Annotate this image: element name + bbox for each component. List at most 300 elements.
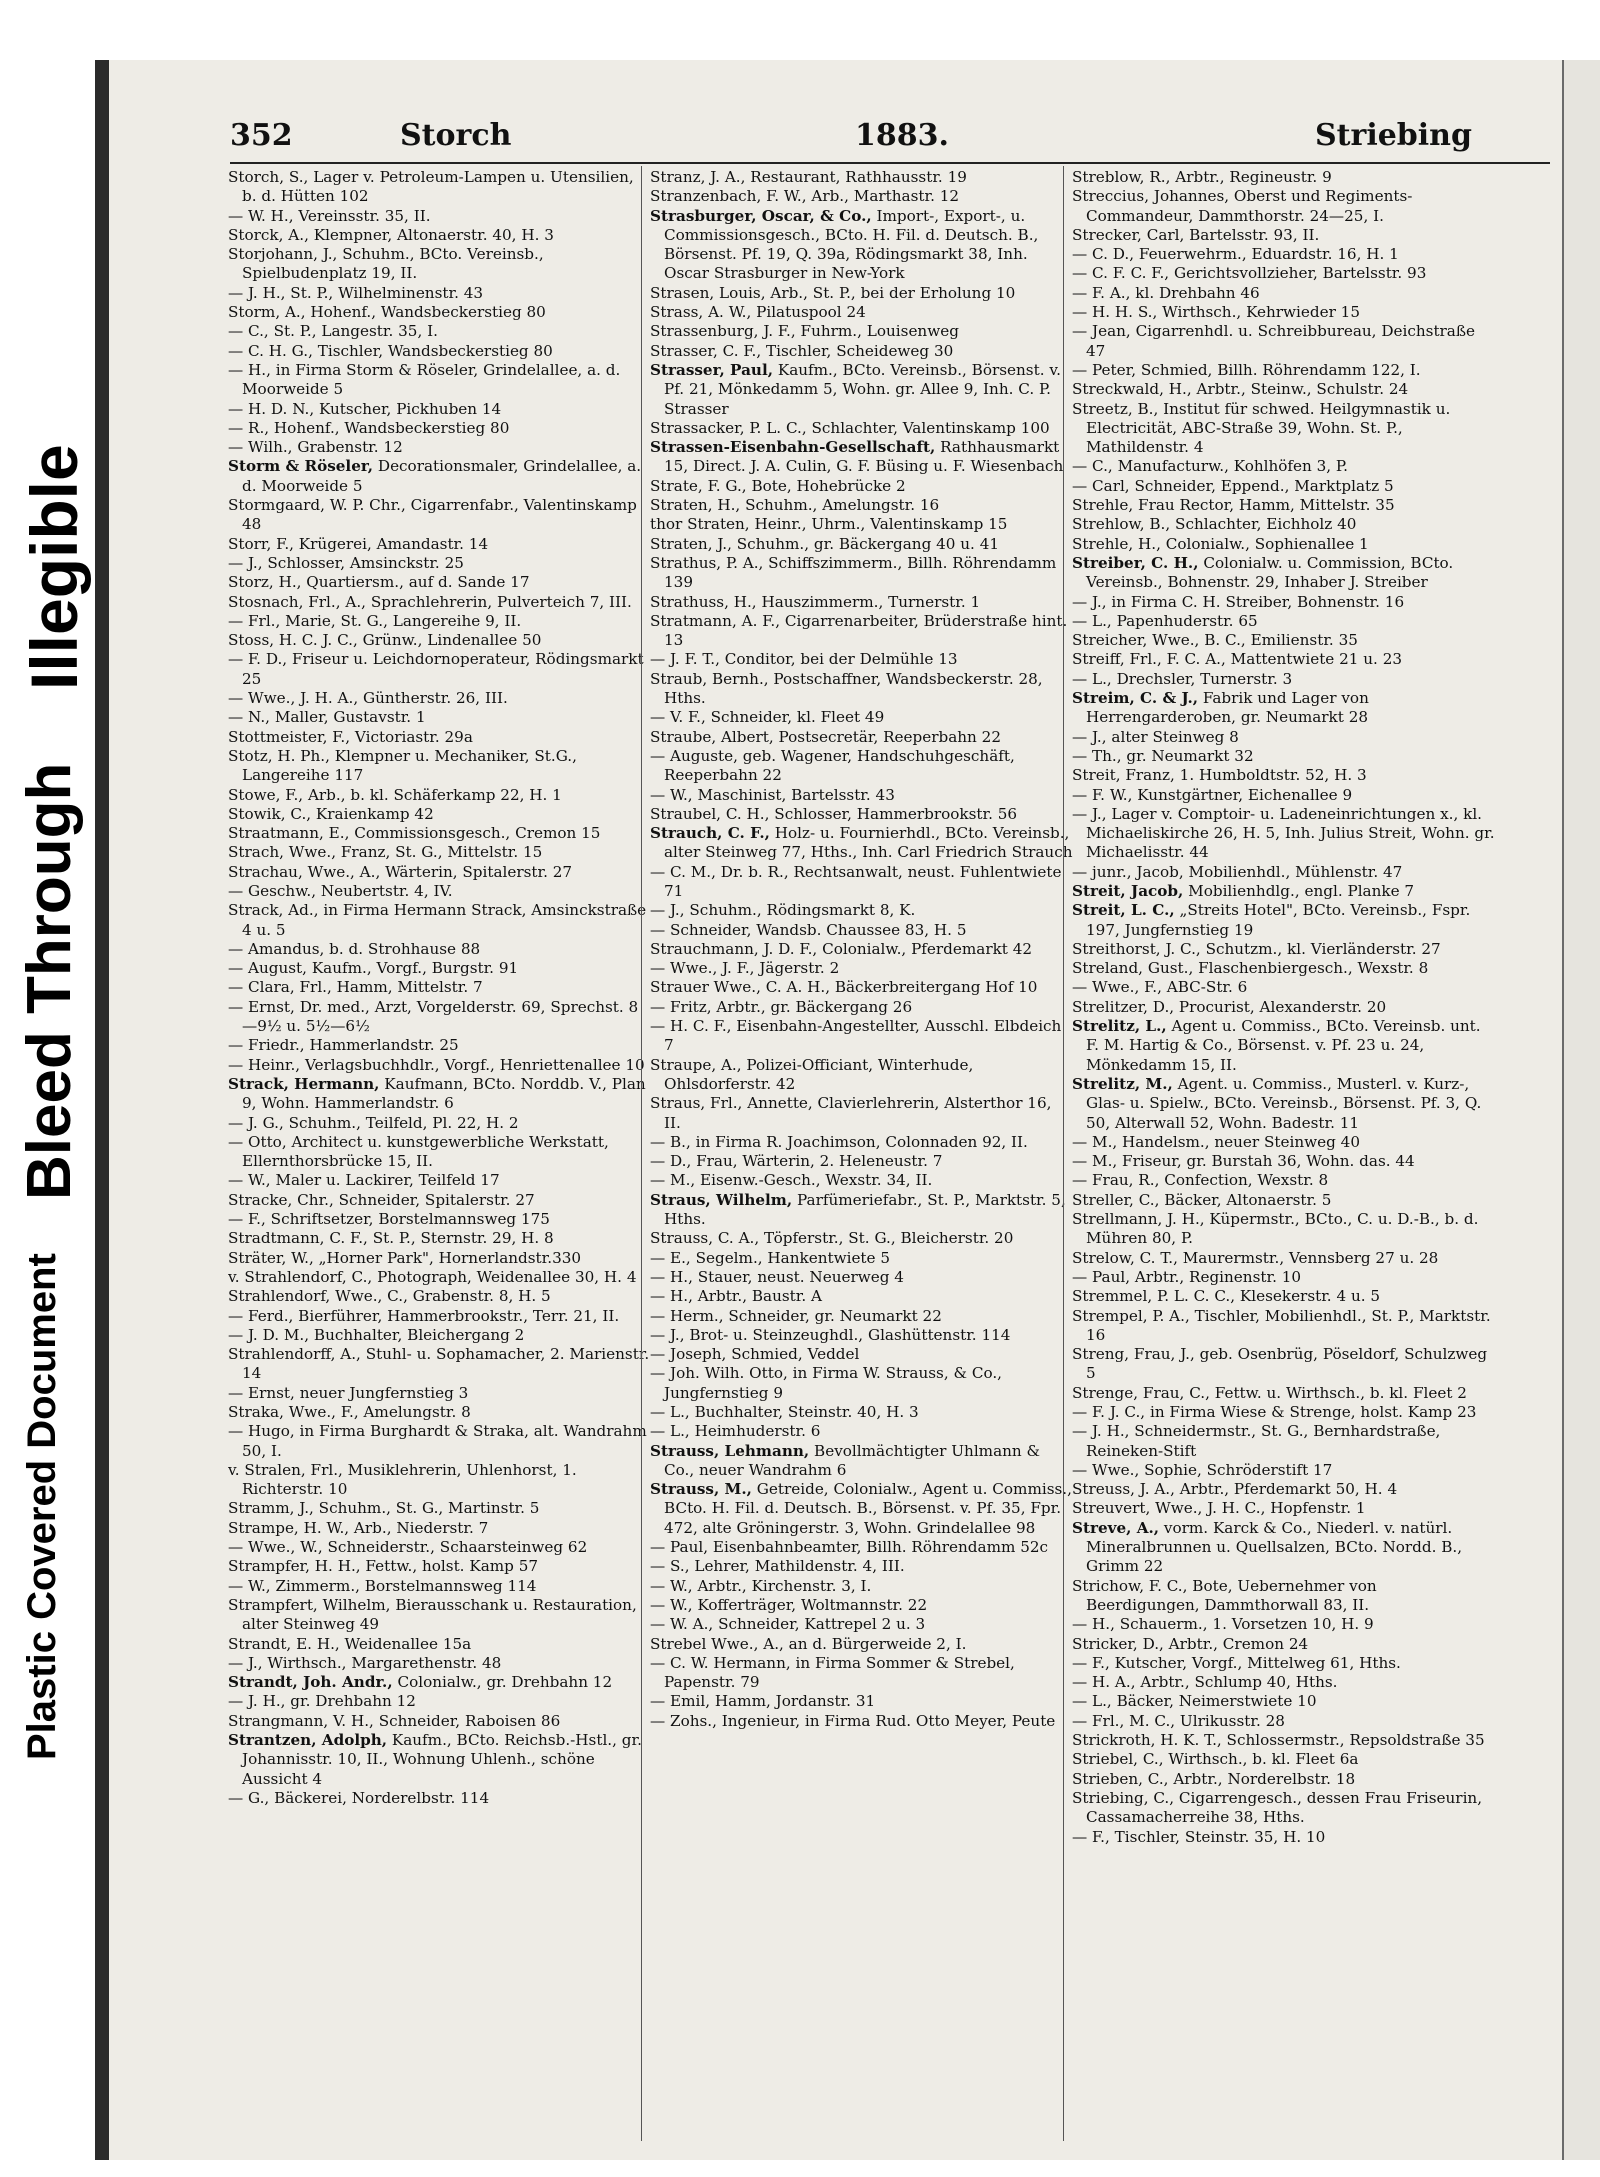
- directory-entry: [1072, 1712, 1495, 1731]
- directory-entry: [228, 1171, 651, 1190]
- entry-text: Parfümeriefabr., St. P., Marktstr. 5, Hths.: [664, 1190, 1066, 1229]
- entry-text: Storck, A., Klempner, Altonaerstr. 40, H. 3: [228, 225, 554, 244]
- entry-text: Sträter, W., „Horner Park", Hornerlandstr.330: [228, 1248, 582, 1267]
- entry-text: Straus, Frl., Annette, Clavierlehrerin, Alsterthor 16, II.: [650, 1094, 1052, 1132]
- directory-entry: [650, 515, 1073, 534]
- entry-text: Strangmann, V. H., Schneider, Raboisen 86: [228, 1711, 561, 1730]
- directory-entry: [1072, 766, 1495, 785]
- directory-entry: [228, 1307, 651, 1326]
- directory-entry: [228, 1326, 651, 1345]
- entry-text: — H. C. F., Eisenbahn-Angestellter, Ausschl. Elbdeich 7: [650, 1017, 1062, 1055]
- directory-entry: [650, 535, 1073, 554]
- entry-text: — J., Wirthsch., Margarethenstr. 48: [228, 1653, 502, 1672]
- entry-text: — D., Frau, Wärterin, 2. Heleneustr. 7: [650, 1152, 943, 1171]
- entry-text: Stracke, Chr., Schneider, Spitalerstr. 27: [228, 1190, 535, 1209]
- directory-entry: [650, 1229, 1073, 1248]
- entry-text: Kaufm., BCto. Reichsb.-Hstl., gr. Johannisstr. 10, II., Wohnung Uhlenh., schöne Aussicht 4: [242, 1731, 642, 1788]
- entry-text: Stottmeister, F., Victoriastr. 29a: [228, 727, 473, 746]
- directory-entry: [228, 1133, 651, 1172]
- directory-entry: [228, 1422, 651, 1461]
- entry-text: — B., in Firma R. Joachimson, Colonnaden 92, II.: [650, 1132, 1028, 1151]
- entry-text: Streller, C., Bäcker, Altonaerstr. 5: [1072, 1190, 1332, 1209]
- entry-text: — Emil, Hamm, Jordanstr. 31: [650, 1692, 876, 1711]
- directory-entry: [228, 1692, 651, 1711]
- directory-entry: [228, 1461, 651, 1500]
- entry-text: Storz, H., Quartiersm., auf d. Sande 17: [228, 573, 530, 592]
- entry-firm-name: Streim, C. & J.,: [1072, 689, 1199, 708]
- entry-text: Rathhausmarkt 15, Direct. J. A. Culin, G. F. Büsing u. F. Wiesenbach: [664, 438, 1064, 476]
- entry-text: Straka, Wwe., F., Amelungstr. 8: [228, 1403, 471, 1421]
- directory-entry: [1072, 1789, 1495, 1828]
- directory-entry: [228, 245, 651, 284]
- entry-text: — L., Drechsler, Turnerstr. 3: [1072, 669, 1293, 688]
- entry-text: Strahlendorff, A., Stuhl- u. Sophamacher, 2. Marienstr. 14: [228, 1345, 650, 1383]
- directory-entry: [650, 824, 1073, 863]
- directory-entry: [228, 1596, 651, 1635]
- directory-entry: [650, 1326, 1073, 1345]
- entry-text: — Carl, Schneider, Eppend., Marktplatz 5: [1072, 476, 1394, 495]
- directory-entry: [1072, 805, 1495, 863]
- entry-text: — Joh. Wilh. Otto, in Firma W. Strauss, & Co., Jungfernstieg 9: [650, 1364, 1002, 1402]
- entry-text: Straatmann, E., Commissionsgesch., Cremon 15: [228, 824, 601, 843]
- entry-text: — L., Heimhuderstr. 6: [650, 1422, 821, 1441]
- directory-entry: [1072, 670, 1495, 689]
- entry-text: — Frl., M. C., Ulrikusstr. 28: [1072, 1711, 1285, 1730]
- directory-entry: [1072, 901, 1495, 940]
- column-1: [228, 168, 651, 2143]
- label-illegible: Illegible: [17, 444, 91, 690]
- header-first-word: Storch: [400, 118, 512, 153]
- directory-entry: [1072, 1615, 1495, 1634]
- directory-entry: [228, 496, 651, 535]
- directory-entry: [1072, 1635, 1495, 1654]
- entry-text: Stowe, F., Arb., b. kl. Schäferkamp 22, H. 1: [228, 785, 562, 804]
- directory-entry: [650, 168, 1073, 187]
- directory-entry: [650, 998, 1073, 1017]
- directory-entry: [1072, 1750, 1495, 1769]
- directory-entry: [228, 1056, 651, 1075]
- entry-text: Strassenburg, J. F., Fuhrm., Louisenweg: [650, 322, 959, 341]
- entry-text: — J. H., Schneidermstr., St. G., Bernhardstraße, Reineken-Stift: [1072, 1422, 1441, 1460]
- entry-text: — F., Tischler, Steinstr. 35, H. 10: [1072, 1827, 1326, 1846]
- entry-text: Bevollmächtigter Uhlmann & Co., neuer Wandrahm 6: [664, 1441, 1041, 1479]
- directory-entry: [228, 361, 651, 400]
- entry-text: — W. A., Schneider, Kattrepel 2 u. 3: [650, 1615, 926, 1634]
- directory-entry: [1072, 593, 1495, 612]
- header-rule: [230, 162, 1550, 164]
- directory-entry: [228, 1731, 651, 1789]
- directory-entry: [650, 863, 1073, 902]
- entry-text: — J., Schlosser, Amsinckstr. 25: [228, 553, 464, 572]
- entry-firm-name: Strantzen, Adolph,: [228, 1731, 388, 1750]
- directory-entry: [1072, 1133, 1495, 1152]
- entry-text: Stremmel, P. L. C. C., Klesekerstr. 4 u. 5: [1072, 1287, 1381, 1306]
- margin-labels: [0, 0, 95, 2177]
- entry-text: Stormgaard, W. P. Chr., Cigarrenfabr., Valentinskamp 48: [228, 496, 637, 534]
- entry-text: Kaufmann, BCto. Norddb. V., Plan 9, Wohn. Hammerlandstr. 6: [242, 1074, 646, 1113]
- entry-text: — H., Stauer, neust. Neuerweg 4: [650, 1267, 904, 1286]
- entry-firm-name: Streve, A.,: [1072, 1518, 1160, 1537]
- directory-entry: [1072, 496, 1495, 515]
- directory-entry: [1072, 882, 1495, 901]
- directory-entry: [1072, 303, 1495, 322]
- directory-entry: [650, 187, 1073, 206]
- header-year: 1883.: [855, 118, 949, 153]
- directory-entry: [650, 1364, 1073, 1403]
- directory-entry: [650, 284, 1073, 303]
- entry-text: Stowik, C., Kraienkamp 42: [228, 804, 434, 823]
- entry-text: Stoss, H. C. J. C., Grünw., Lindenallee 50: [228, 631, 542, 650]
- entry-text: Strauchmann, J. D. F., Colonialw., Pferdemarkt 42: [650, 939, 1033, 958]
- directory-entry: [650, 1422, 1073, 1441]
- directory-entry: [228, 1712, 651, 1731]
- directory-entry: [650, 1557, 1073, 1576]
- entry-text: Stratmann, A. F., Cigarrenarbeiter, Brüderstraße hint. 13: [650, 611, 1068, 650]
- directory-entry: [228, 940, 651, 959]
- entry-text: — Heinr., Verlagsbuchhdlr., Vorgf., Henriettenallee 10: [228, 1055, 645, 1074]
- directory-entry: [650, 612, 1073, 651]
- directory-entry: [650, 322, 1073, 341]
- directory-entry: [228, 1403, 651, 1422]
- directory-entry: [650, 1171, 1073, 1190]
- directory-entry: [1072, 554, 1495, 593]
- directory-entry: [650, 1056, 1073, 1095]
- entry-text: — Clara, Frl., Hamm, Mittelstr. 7: [228, 978, 483, 997]
- directory-entry: [650, 496, 1073, 515]
- directory-entry: [228, 1577, 651, 1596]
- directory-entry: [1072, 1692, 1495, 1711]
- entry-text: — Paul, Eisenbahnbeamter, Billh. Röhrendamm 52c: [650, 1538, 1049, 1557]
- entry-text: — S., Lehrer, Mathildenstr. 4, III.: [650, 1557, 905, 1576]
- directory-entry: [228, 168, 651, 207]
- entry-text: Storm, A., Hohenf., Wandsbeckerstieg 80: [228, 303, 546, 322]
- column-3: [1072, 168, 1495, 2143]
- entry-text: Streuss, J. A., Arbtr., Pferdemarkt 50, H. 4: [1072, 1480, 1398, 1499]
- entry-text: — H., Schauerm., 1. Vorsetzen 10, H. 9: [1072, 1615, 1374, 1634]
- entry-text: — Ferd., Bierführer, Hammerbrookstr., Terr. 21, II.: [228, 1306, 620, 1325]
- label-bleed-through: Bleed Through: [15, 762, 84, 1200]
- entry-text: Straten, H., Schuhm., Amelungstr. 16: [650, 496, 940, 515]
- directory-entry: [650, 1268, 1073, 1287]
- entry-text: — Ernst, Dr. med., Arzt, Vorgelderstr. 69, Sprechst. 8—9½ u. 5½—6½: [228, 997, 639, 1036]
- directory-entry: [1072, 322, 1495, 361]
- entry-firm-name: Streiber, C. H.,: [1072, 553, 1199, 572]
- entry-text: Holz- u. Fournierhdl., BCto. Vereinsb., alter Steinweg 77, Hths., Inh. Carl Friedrich Strauch: [664, 824, 1073, 862]
- entry-text: Agent. u. Commiss., Musterl. v. Kurz-, Glas- u. Spielw., BCto. Vereinsb., Börsenst. Pf. 3, Q. 50, Alterwall 52, Wohn. Badestr. 11: [1086, 1074, 1482, 1132]
- entry-text: — H. D. N., Kutscher, Pickhuben 14: [228, 399, 502, 418]
- entry-text: — W., Maschinist, Bartelsstr. 43: [650, 785, 895, 804]
- directory-entry: [228, 612, 651, 631]
- directory-entry: [1072, 978, 1495, 997]
- entry-text: Streetz, B., Institut für schwed. Heilgymnastik u. Electricität, ABC-Straße 39, Wohn. St. P., Mathildenstr. 4: [1072, 399, 1451, 457]
- entry-text: Strahlendorf, Wwe., C., Grabenstr. 8, H. 5: [228, 1287, 551, 1306]
- directory-entry: [228, 554, 651, 573]
- entry-firm-name: Strelitz, L.,: [1072, 1017, 1167, 1036]
- directory-entry: [650, 1596, 1073, 1615]
- entry-firm-name: Strandt, Joh. Andr.,: [228, 1673, 393, 1692]
- directory-entry: [1072, 245, 1495, 264]
- entry-text: — Wwe., J. H. A., Güntherstr. 26, III.: [228, 689, 508, 708]
- entry-text: — C. H. G., Tischler, Wandsbeckerstieg 80: [228, 341, 553, 360]
- entry-text: Strandt, E. H., Weidenallee 15a: [228, 1634, 472, 1653]
- entry-text: Colonialw., gr. Drehbahn 12: [392, 1673, 613, 1692]
- entry-text: Strauss, C. A., Töpferstr., St. G., Bleicherstr. 20: [650, 1229, 1014, 1248]
- directory-entry: [650, 1712, 1073, 1731]
- entry-text: — Wilh., Grabenstr. 12: [228, 438, 403, 457]
- directory-entry: [650, 419, 1073, 438]
- entry-text: Agent u. Commiss., BCto. Vereinsb. unt. F. M. Hartig & Co., Börsenst. v. Pf. 23 u. 24, Mönkedamm 15, II.: [1086, 1017, 1481, 1074]
- entry-text: v. Stralen, Frl., Musiklehrerin, Uhlenhorst, 1. Richterstr. 10: [228, 1460, 577, 1499]
- directory-entry: [228, 207, 651, 226]
- entry-text: — junr., Jacob, Mobilienhdl., Mühlenstr. 47: [1072, 862, 1403, 881]
- entry-text: Strass, A. W., Pilatuspool 24: [650, 303, 866, 322]
- directory-entry: [1072, 863, 1495, 882]
- directory-entry: [1072, 1422, 1495, 1461]
- entry-firm-name: Streit, Jacob,: [1072, 881, 1184, 900]
- entry-text: — J. F. T., Conditor, bei der Delmühle 13: [650, 650, 958, 669]
- entry-text: — F. D., Friseur u. Leichdornoperateur, Rödingsmarkt 25: [228, 650, 644, 688]
- entry-text: — H. H. S., Wirthsch., Kehrwieder 15: [1072, 303, 1361, 322]
- directory-entry: [228, 342, 651, 361]
- directory-entry: [228, 1557, 651, 1576]
- directory-entry: [228, 747, 651, 786]
- entry-text: — C. F. C. F., Gerichtsvollzieher, Bartelsstr. 93: [1072, 264, 1427, 283]
- entry-text: — Wwe., F., ABC-Str. 6: [1072, 978, 1248, 997]
- entry-text: — Ernst, neuer Jungfernstieg 3: [228, 1383, 469, 1402]
- directory-entry: [650, 1307, 1073, 1326]
- directory-entry: [1072, 361, 1495, 380]
- entry-text: Striebing, C., Cigarrengesch., dessen Frau Friseurin, Cassamacherreihe 38, Hths.: [1072, 1788, 1483, 1827]
- entry-text: Getreide, Colonialw., Agent u. Commiss., BCto. H. Fil. d. Deutsch. B., Börsenst. v. Pf. 35, Fpr. 472, alte Gröningerstr. 3, Wohn. Grindelallee 98: [664, 1480, 1072, 1537]
- entry-text: — F. J. C., in Firma Wiese & Strenge, holst. Kamp 23: [1072, 1403, 1477, 1421]
- directory-entry: [1072, 1577, 1495, 1616]
- entry-text: Streit, Franz, 1. Humboldtstr. 52, H. 3: [1072, 766, 1367, 785]
- entry-text: Fabrik und Lager von Herrengarderoben, gr. Neumarkt 28: [1086, 689, 1369, 727]
- entry-firm-name: Strassen-Eisenbahn-Gesellschaft,: [650, 438, 936, 457]
- entry-text: Strebel Wwe., A., an d. Bürgerweide 2, I.: [650, 1634, 967, 1653]
- entry-text: — J., Lager v. Comptoir- u. Ladeneinrichtungen x., kl. Michaeliskirche 26, H. 5, Inh. Julius Streit, Wohn. gr. Michaelisstr. 44: [1072, 804, 1495, 862]
- directory-entry: [1072, 747, 1495, 766]
- entry-text: — C. M., Dr. b. R., Rechtsanwalt, neust. Fuhlentwiete 71: [650, 862, 1062, 900]
- entry-text: Decorationsmaler, Grindelallee, a. d. Moorweide 5: [242, 457, 642, 495]
- directory-entry: [1072, 264, 1495, 283]
- directory-entry: [1072, 1249, 1495, 1268]
- page-edge-shadow: [95, 60, 109, 2160]
- entry-text: Stradtmann, C. F., St. P., Sternstr. 29, H. 8: [228, 1229, 554, 1248]
- directory-entry: [1072, 786, 1495, 805]
- entry-firm-name: Strauch, C. F.,: [650, 824, 770, 843]
- entry-text: — Paul, Arbtr., Reginenstr. 10: [1072, 1267, 1302, 1286]
- entry-text: — M., Friseur, gr. Burstah 36, Wohn. das. 44: [1072, 1152, 1415, 1171]
- directory-entry: [228, 1210, 651, 1229]
- entry-text: — J., Brot- u. Steinzeughdl., Glashüttenstr. 114: [650, 1325, 1011, 1344]
- entry-firm-name: Strelitz, M.,: [1072, 1074, 1173, 1093]
- entry-text: Strellmann, J. H., Küpermstr., BCto., C. u. D.-B., b. d. Mühren 80, P.: [1072, 1210, 1479, 1248]
- directory-entry: [228, 1036, 651, 1055]
- entry-text: — J. G., Schuhm., Teilfeld, Pl. 22, H. 2: [228, 1113, 519, 1132]
- entry-text: — Zohs., Ingenieur, in Firma Rud. Otto Meyer, Peute: [650, 1711, 1056, 1730]
- directory-entry: [650, 901, 1073, 920]
- entry-text: Straube, Albert, Postsecretär, Reeperbahn 22: [650, 727, 1001, 746]
- entry-text: — August, Kaufm., Vorgf., Burgstr. 91: [228, 959, 519, 978]
- directory-entry: [1072, 1191, 1495, 1210]
- directory-entry: [1072, 1499, 1495, 1518]
- directory-entry: [650, 1635, 1073, 1654]
- directory-entry: [650, 786, 1073, 805]
- directory-entry: [650, 361, 1073, 419]
- directory-entry: [1072, 1287, 1495, 1306]
- entry-text: — Auguste, geb. Wagener, Handschuhgeschäft, Reeperbahn 22: [650, 746, 1015, 785]
- entry-text: — Joseph, Schmied, Veddel: [650, 1345, 860, 1364]
- entry-text: — C. D., Feuerwehrm., Eduardstr. 16, H. 1: [1072, 245, 1399, 264]
- directory-entry: [1072, 940, 1495, 959]
- directory-entry: [228, 1654, 651, 1673]
- entry-text: Storjohann, J., Schuhm., BCto. Vereinsb., Spielbudenplatz 19, II.: [228, 245, 544, 283]
- entry-text: — N., Maller, Gustavstr. 1: [228, 708, 426, 727]
- entry-text: — J., alter Steinweg 8: [1072, 727, 1239, 746]
- entry-text: Colonialw. u. Commission, BCto. Vereinsb., Bohnenstr. 29, Inhaber J. Streiber: [1086, 553, 1454, 592]
- directory-entry: [650, 650, 1073, 669]
- directory-entry: [650, 1345, 1073, 1364]
- directory-entry: [650, 1152, 1073, 1171]
- entry-text: — Schneider, Wandsb. Chaussee 83, H. 5: [650, 920, 967, 939]
- entry-text: Striebel, C., Wirthsch., b. kl. Fleet 6a: [1072, 1750, 1359, 1769]
- directory-entry: [1072, 631, 1495, 650]
- directory-entry: [228, 824, 651, 843]
- entry-text: Kaufm., BCto. Vereinsb., Börsenst. v. Pf. 21, Mönkedamm 5, Wohn. gr. Allee 9, Inh. C. P. Strasser: [664, 360, 1061, 418]
- page-number: 352: [230, 118, 293, 153]
- directory-entry: [228, 573, 651, 592]
- entry-text: — V. F., Schneider, kl. Fleet 49: [650, 708, 885, 727]
- directory-entry: [228, 419, 651, 438]
- entry-text: Stosnach, Frl., A., Sprachlehrerin, Pulverteich 7, III.: [228, 592, 632, 611]
- directory-entry: [650, 1191, 1073, 1230]
- directory-entry: [650, 438, 1073, 477]
- entry-text: — Fritz, Arbtr., gr. Bäckergang 26: [650, 997, 913, 1016]
- entry-firm-name: Strasser, Paul,: [650, 360, 774, 379]
- entry-text: — E., Segelm., Hankentwiete 5: [650, 1248, 891, 1267]
- entry-text: — Wwe., Sophie, Schröderstift 17: [1072, 1460, 1333, 1479]
- entry-text: — Otto, Architect u. kunstgewerbliche Werkstatt, Ellernthorsbrücke 15, II.: [228, 1132, 609, 1171]
- entry-text: — C. W. Hermann, in Firma Sommer & Strebel, Papenstr. 79: [650, 1653, 1015, 1692]
- entry-firm-name: Straus, Wilhelm,: [650, 1190, 793, 1209]
- directory-entry: [1072, 168, 1495, 187]
- directory-entry: [1072, 515, 1495, 534]
- entry-firm-name: Streit, L. C.,: [1072, 901, 1175, 920]
- entry-text: — G., Bäckerei, Norderelbstr. 114: [228, 1788, 490, 1807]
- directory-entry: [228, 901, 651, 940]
- entry-text: — J. H., St. P., Wilhelminenstr. 43: [228, 283, 484, 302]
- directory-entry: [650, 1249, 1073, 1268]
- directory-entry: [228, 1538, 651, 1557]
- directory-entry: [650, 303, 1073, 322]
- entry-text: Streckwald, H., Arbtr., Steinw., Schulstr. 24: [1072, 380, 1409, 399]
- entry-text: vorm. Karck & Co., Niederl. v. natürl. Mineralbrunnen u. Quellsalzen, BCto. Nordd. B., Grimm 22: [1086, 1518, 1463, 1576]
- directory-entry: [1072, 959, 1495, 978]
- directory-entry: [650, 959, 1073, 978]
- entry-text: „Streits Hotel", BCto. Vereinsb., Fspr. 197, Jungfernstieg 19: [1086, 901, 1471, 939]
- entry-text: — Frau, R., Confection, Wexstr. 8: [1072, 1171, 1329, 1190]
- directory-entry: [228, 863, 651, 882]
- directory-entry: [650, 940, 1073, 959]
- directory-entry: [1072, 1770, 1495, 1789]
- directory-entry: [1072, 380, 1495, 399]
- entry-text: — F., Schriftsetzer, Borstelmannsweg 175: [228, 1210, 550, 1229]
- entry-text: Import-, Export-, u. Commissionsgesch., BCto. H. Fil. d. Deutsch. B., Börsenst. Pf. 19, Q. 39a, Rödingsmarkt 38, Inh. Oscar Strasburger in New-York: [664, 206, 1039, 283]
- running-header: [230, 118, 1550, 158]
- directory-entry: [650, 670, 1073, 709]
- directory-entry: [228, 689, 651, 708]
- entry-text: — Peter, Schmied, Billh. Röhrendamm 122, I.: [1072, 360, 1421, 379]
- entry-text: Streicher, Wwe., B. C., Emilienstr. 35: [1072, 631, 1358, 650]
- entry-text: — F. A., kl. Drehbahn 46: [1072, 283, 1260, 302]
- directory-entry: [650, 554, 1073, 593]
- entry-text: — M., Eisenw.-Gesch., Wexstr. 34, II.: [650, 1171, 933, 1190]
- entry-text: Strieben, C., Arbtr., Norderelbstr. 18: [1072, 1769, 1356, 1788]
- directory-entry: [1072, 477, 1495, 496]
- entry-text: Strate, F. G., Bote, Hohebrücke 2: [650, 476, 906, 495]
- directory-entry: [1072, 284, 1495, 303]
- directory-entry: [228, 1499, 651, 1518]
- directory-entry: [650, 1692, 1073, 1711]
- entry-text: Straten, J., Schuhm., gr. Bäckergang 40 u. 41: [650, 534, 1000, 553]
- entry-text: Strasen, Louis, Arb., St. P., bei der Erholung 10: [650, 283, 1016, 302]
- entry-text: — Hugo, in Firma Burghardt & Straka, alt. Wandrahm 50, I.: [228, 1422, 647, 1460]
- entry-firm-name: Strauss, M.,: [650, 1480, 752, 1499]
- entry-text: — W. H., Vereinsstr. 35, II.: [228, 206, 431, 225]
- entry-text: — J., Schuhm., Rödingsmarkt 8, K.: [650, 901, 916, 920]
- directory-entry: [650, 1287, 1073, 1306]
- directory-entry: [228, 978, 651, 997]
- directory-entry: [228, 1287, 651, 1306]
- directory-entry: [228, 535, 651, 554]
- entry-text: Strehlow, B., Schlachter, Eichholz 40: [1072, 515, 1357, 534]
- entry-text: — J. D. M., Buchhalter, Bleichergang 2: [228, 1325, 525, 1344]
- directory-entry: [228, 650, 651, 689]
- directory-entry: [1072, 1171, 1495, 1190]
- entry-text: Streccius, Johannes, Oberst und Regiments-Commandeur, Dammthorstr. 24—25, I.: [1072, 187, 1413, 225]
- directory-entry: [1072, 1345, 1495, 1384]
- entry-text: Straubel, C. H., Schlosser, Hammerbrookstr. 56: [650, 804, 1018, 823]
- directory-entry: [1072, 998, 1495, 1017]
- entry-text: — H., in Firma Storm & Röseler, Grindelallee, a. d. Moorweide 5: [228, 360, 621, 399]
- entry-text: Streblow, R., Arbtr., Regineustr. 9: [1072, 168, 1332, 186]
- entry-text: Strassacker, P. L. C., Schlachter, Valentinskamp 100: [650, 418, 1050, 437]
- directory-entry: [228, 786, 651, 805]
- entry-text: — Herm., Schneider, gr. Neumarkt 22: [650, 1306, 942, 1325]
- directory-entry: [228, 1268, 651, 1287]
- directory-entry: [1072, 1673, 1495, 1692]
- directory-entry: [1072, 1731, 1495, 1750]
- directory-entry: [650, 342, 1073, 361]
- entry-text: Strachau, Wwe., A., Wärterin, Spitalerstr. 27: [228, 862, 573, 881]
- directory-entry: [650, 921, 1073, 940]
- directory-entry: [228, 959, 651, 978]
- entry-text: Storch, S., Lager v. Petroleum-Lampen u. Utensilien, b. d. Hütten 102: [228, 168, 634, 206]
- next-page-edge: [1562, 60, 1600, 2160]
- directory-entry: [228, 843, 651, 862]
- directory-entry: [228, 457, 651, 496]
- directory-entry: [228, 882, 651, 901]
- entry-text: Strathuss, H., Hauszimmerm., Turnerstr. 1: [650, 592, 981, 611]
- directory-entry: [650, 1538, 1073, 1557]
- entry-text: Strack, Ad., in Firma Hermann Strack, Amsinckstraße 4 u. 5: [228, 901, 647, 939]
- directory-entry: [228, 303, 651, 322]
- directory-entry: [228, 1519, 651, 1538]
- directory-entry: [650, 207, 1073, 284]
- column-divider: [641, 166, 642, 2141]
- directory-entry: [228, 400, 651, 419]
